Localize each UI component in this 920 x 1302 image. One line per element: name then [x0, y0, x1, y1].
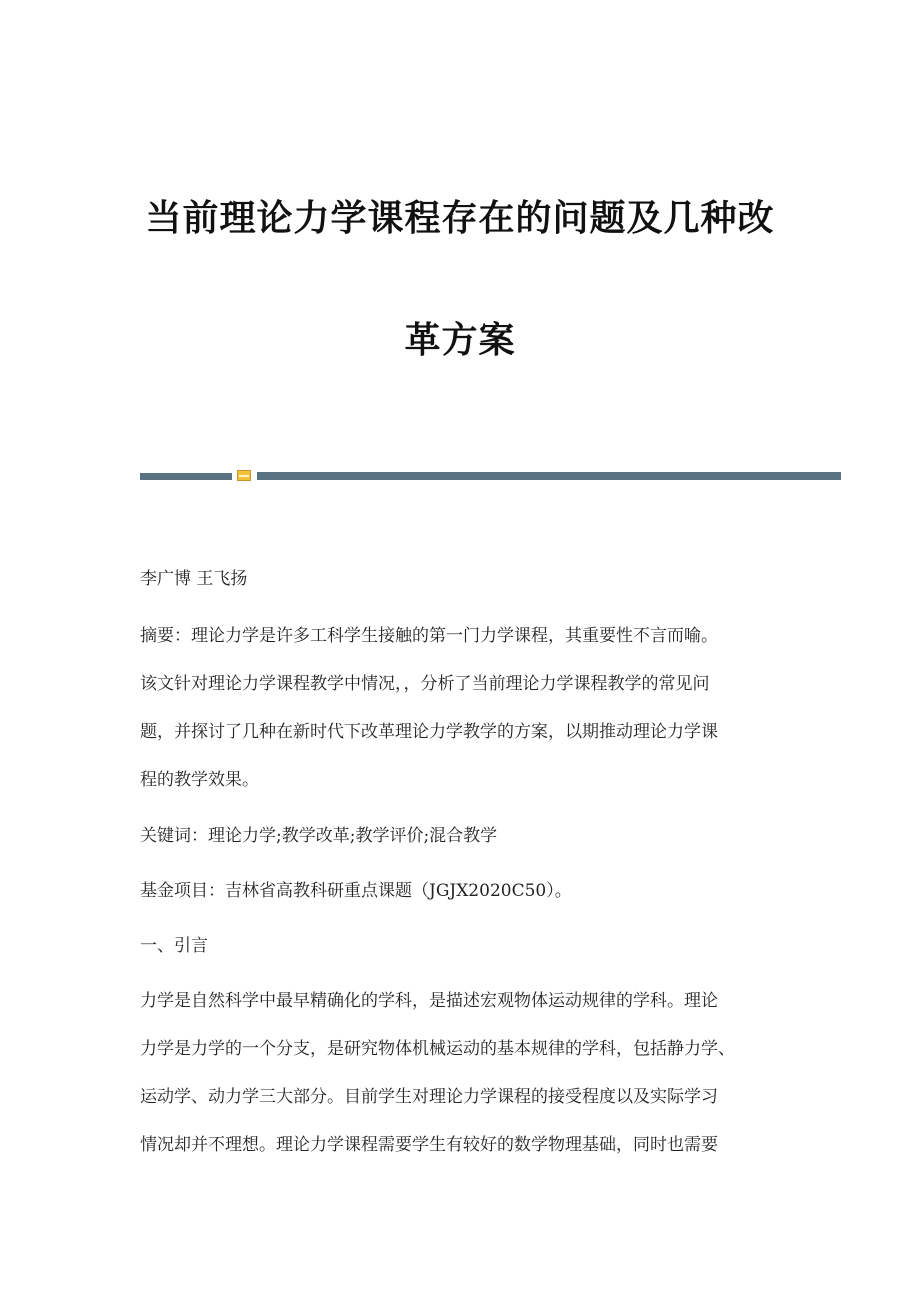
keywords: [140, 824, 790, 848]
authors-text: 李广博 王飞扬: [140, 569, 248, 589]
abstract-line: 摘要：理论力学是许多工科学生接触的第一门力学课程，其重要性不言而喻。: [140, 626, 718, 646]
keywords-text: 关键词：理论力学;教学改革;教学评价;混合教学: [140, 826, 498, 846]
intro-line: 运动学、动力学三大部分。目前学生对理论力学课程的接受程度以及实际学习: [140, 1087, 718, 1107]
divider-bar-left: [140, 473, 232, 480]
abstract-line: 程的教学效果。: [140, 770, 259, 790]
section-heading: [140, 934, 790, 958]
abstract-line: 题，并探讨了几种在新时代下改革理论力学教学的方案，以期推动理论力学课: [140, 722, 718, 742]
title-line-1: 当前理论力学课程存在的问题及几种改: [145, 198, 775, 239]
divider-badge-icon: [237, 470, 251, 481]
divider-bar-right: [257, 472, 841, 480]
abstract-line: 该文针对理论力学课程教学中情况，，分析了当前理论力学课程教学的常见问: [140, 674, 710, 694]
fund-info: [140, 879, 790, 903]
title-divider: [140, 470, 841, 480]
intro-paragraph: [140, 989, 790, 1157]
abstract: [140, 624, 790, 792]
intro-line: 情况却并不理想。理论力学课程需要学生有较好的数学物理基础，同时也需要: [140, 1135, 718, 1155]
intro-line: 力学是力学的一个分支，是研究物体机械运动的基本规律的学科，包括静力学、: [140, 1039, 735, 1059]
intro-line: 力学是自然科学中最早精确化的学科，是描述宏观物体运动规律的学科。理论: [140, 991, 718, 1011]
fund-text: 基金项目：吉林省高教科研重点课题（JGJX2020C50）。: [140, 881, 572, 901]
authors: [140, 567, 790, 591]
title-line-2: 革方案: [404, 320, 516, 361]
section-heading-text: 一、引言: [140, 936, 208, 956]
